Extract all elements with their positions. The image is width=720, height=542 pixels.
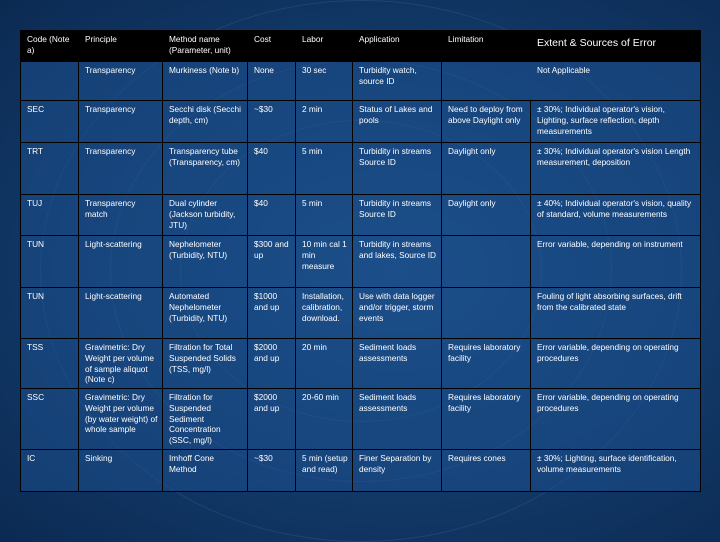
cell-extent: ± 30%; Individual operator's vision Length measurement, deposition <box>531 143 701 195</box>
cell-labor: 5 min <box>296 195 353 236</box>
cell-limitation: Daylight only <box>442 143 531 195</box>
header-method: Method name (Parameter, unit) <box>163 31 248 62</box>
header-cost: Cost <box>248 31 296 62</box>
cell-cost: $40 <box>248 143 296 195</box>
cell-cost: $40 <box>248 195 296 236</box>
table-row <box>21 143 701 195</box>
cell-code: TUN <box>21 288 79 339</box>
cell-principle: Light-scattering <box>79 236 163 288</box>
cell-code: SSC <box>21 389 79 450</box>
cell-limitation: Requires laboratory facility <box>442 389 531 450</box>
cell-extent: Error variable, depending on operating procedures <box>531 389 701 450</box>
cell-extent: ± 30%; Individual operator's vision, Lighting, surface reflection, depth measurements <box>531 101 701 143</box>
cell-application: Turbidity in streams Source ID <box>353 143 442 195</box>
cell-limitation <box>442 236 531 288</box>
cell-principle: Light-scattering <box>79 288 163 339</box>
cell-principle: Transparency match <box>79 195 163 236</box>
cell-application: Use with data logger and/or trigger, storm events <box>353 288 442 339</box>
cell-labor: 2 min <box>296 101 353 143</box>
cell-method: Imhoff Cone Method <box>163 450 248 492</box>
cell-code: IC <box>21 450 79 492</box>
cell-method: Dual cylinder (Jackson turbidity, JTU) <box>163 195 248 236</box>
cell-limitation: Requires cones <box>442 450 531 492</box>
cell-extent: Not Applicable <box>442 62 701 101</box>
table-row <box>21 389 701 450</box>
cell-application: Status of Lakes and pools <box>353 101 442 143</box>
cell-principle: Transparency <box>79 143 163 195</box>
cell-labor: 10 min cal 1 min measure <box>296 236 353 288</box>
table-header-row <box>21 31 701 62</box>
cell-principle: Transparency <box>79 62 163 101</box>
cell-principle: Gravimetric: Dry Weight per volume (by water weight) of whole sample <box>79 389 163 450</box>
cell-application: Sediment loads assessments <box>353 389 442 450</box>
cell-cost: None <box>248 62 296 101</box>
cell-limitation: Daylight only <box>442 195 531 236</box>
cell-principle: Transparency <box>79 101 163 143</box>
cell-labor: 30 sec <box>296 62 353 101</box>
header-principle: Principle <box>79 31 163 62</box>
cell-code: TRT <box>21 143 79 195</box>
cell-labor: 20-60 min <box>296 389 353 450</box>
cell-method: Transparency tube (Transparency, cm) <box>163 143 248 195</box>
cell-principle: Gravimetric: Dry Weight per volume of sample aliquot (Note c) <box>79 339 163 389</box>
cell-method: Secchi disk (Secchi depth, cm) <box>163 101 248 143</box>
header-application: Application <box>353 31 442 62</box>
table-row <box>21 339 701 389</box>
cell-cost: $1000 and up <box>248 288 296 339</box>
cell-method: Nephelometer (Turbidity, NTU) <box>163 236 248 288</box>
cell-limitation: Requires laboratory facility <box>442 339 531 389</box>
cell-cost: $2000 and up <box>248 339 296 389</box>
table-row <box>21 62 701 101</box>
cell-code: SEC <box>21 101 79 143</box>
cell-labor: 20 min <box>296 339 353 389</box>
cell-extent: ± 40%; Individual operator's vision, quality of standard, volume measurements <box>531 195 701 236</box>
cell-code <box>21 62 79 101</box>
cell-cost: ~$30 <box>248 101 296 143</box>
cell-code: TUN <box>21 236 79 288</box>
cell-code: TSS <box>21 339 79 389</box>
table-row <box>21 195 701 236</box>
cell-method: Automated Nephelometer (Turbidity, NTU) <box>163 288 248 339</box>
table-row <box>21 236 701 288</box>
cell-application: Turbidity watch, source ID <box>353 62 442 101</box>
cell-method: Filtration for Total Suspended Solids (TSS, mg/l) <box>163 339 248 389</box>
cell-application: Sediment loads assessments <box>353 339 442 389</box>
table-row <box>21 450 701 492</box>
cell-application: Finer Separation by density <box>353 450 442 492</box>
header-extent: Extent & Sources of Error <box>531 31 701 62</box>
cell-labor: 5 min <box>296 143 353 195</box>
table-row <box>21 101 701 143</box>
cell-labor: 5 min (setup and read) <box>296 450 353 492</box>
cell-extent: Error variable, depending on operating procedures <box>531 339 701 389</box>
cell-extent: Error variable, depending on instrument <box>531 236 701 288</box>
cell-method: Filtration for Suspended Sediment Concentration (SSC, mg/l) <box>163 389 248 450</box>
cell-extent: Fouling of light absorbing surfaces, drift from the calibrated state <box>531 288 701 339</box>
cell-cost: $300 and up <box>248 236 296 288</box>
table-row <box>21 288 701 339</box>
cell-method: Murkiness (Note b) <box>163 62 248 101</box>
header-limitation: Limitation <box>442 31 531 62</box>
header-labor: Labor <box>296 31 353 62</box>
cell-labor: Installation, calibration, download. <box>296 288 353 339</box>
cell-extent: ± 30%; Lighting, surface identification, volume measurements <box>531 450 701 492</box>
cell-application: Turbidity in streams Source ID <box>353 195 442 236</box>
cell-limitation <box>442 288 531 339</box>
turbidity-methods-table <box>20 30 701 492</box>
cell-principle: Sinking <box>79 450 163 492</box>
cell-application: Turbidity in streams and lakes, Source ID <box>353 236 442 288</box>
cell-cost: ~$30 <box>248 450 296 492</box>
cell-limitation: Need to deploy from above Daylight only <box>442 101 531 143</box>
cell-code: TUJ <box>21 195 79 236</box>
cell-cost: $2000 and up <box>248 389 296 450</box>
header-code: Code (Note a) <box>21 31 79 62</box>
